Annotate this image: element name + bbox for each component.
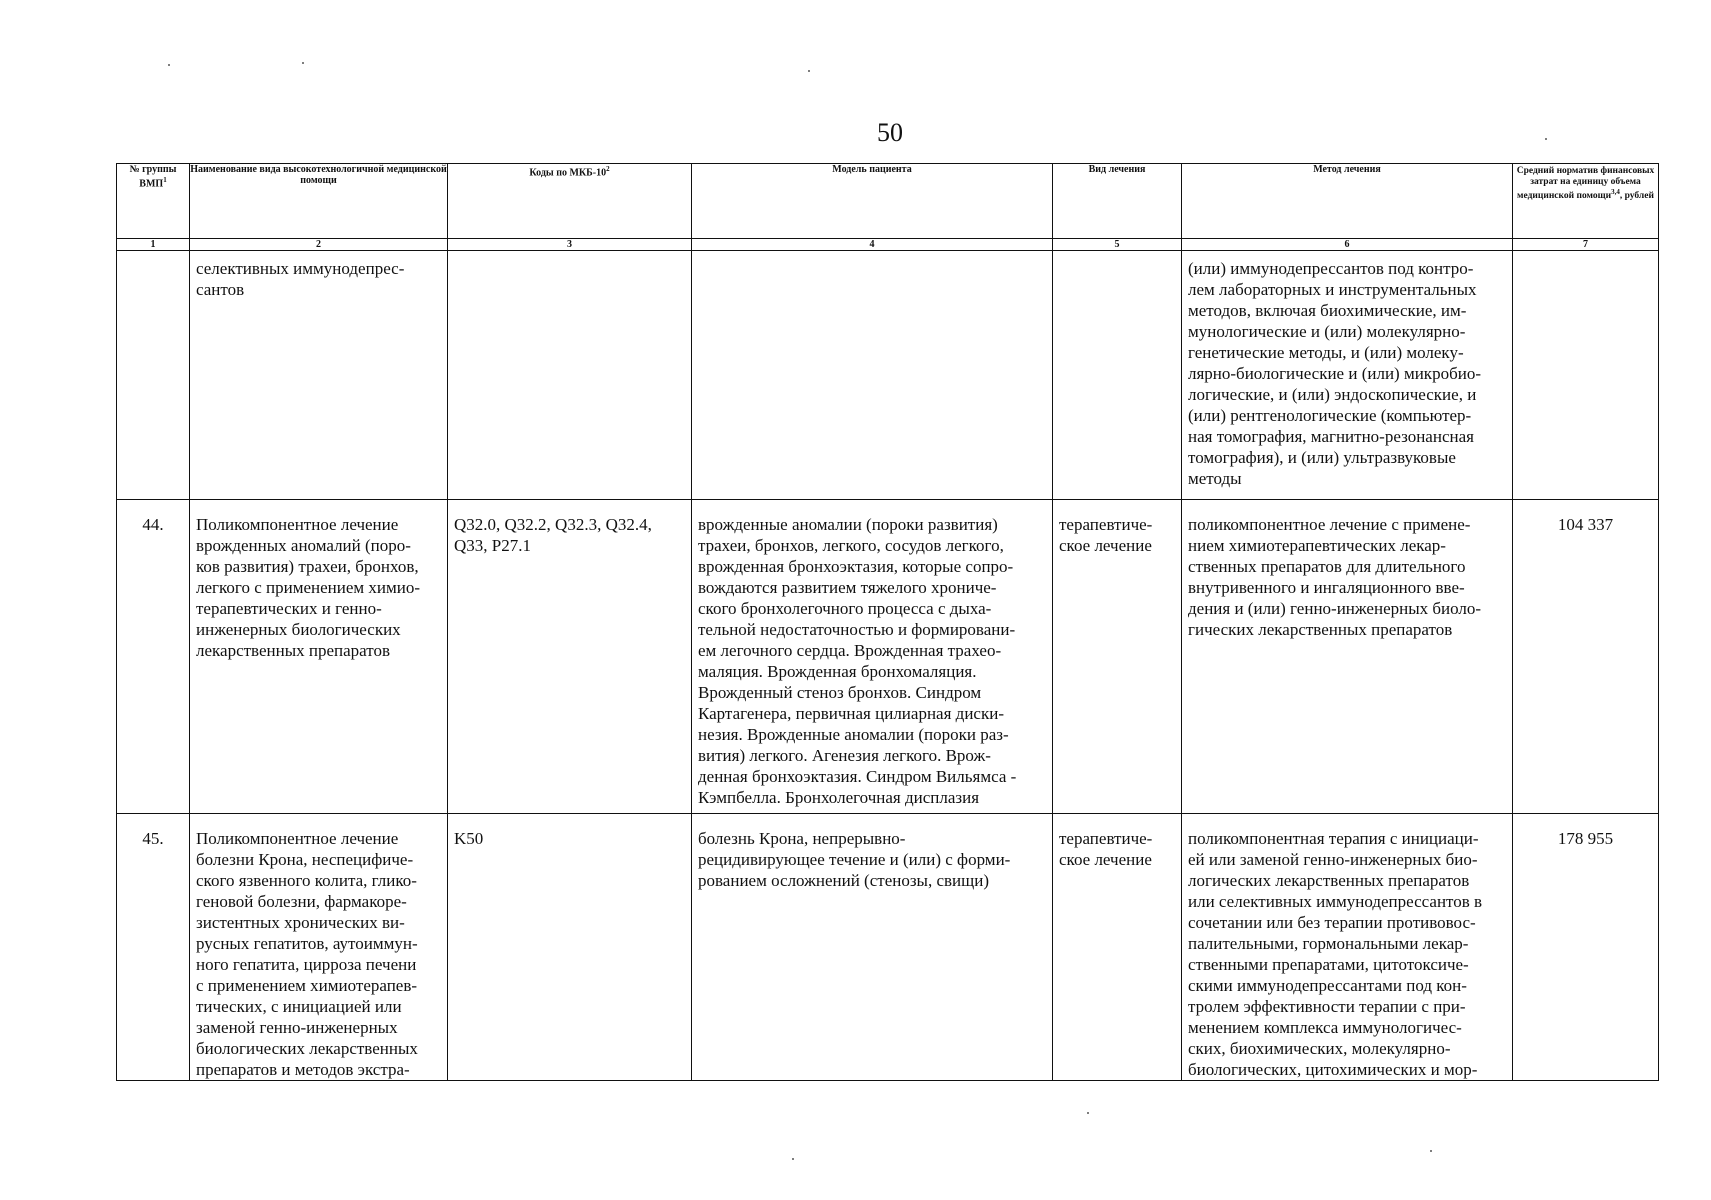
table-row bbox=[117, 251, 1659, 500]
table-row bbox=[117, 814, 1659, 1081]
cell-name: Поликомпонентное лечение болезни Крона, неспецифиче- ского язвенного колита, глико- геновой болезни, фармакоре- зистентных хронических ви- русных гепатитов, аутоиммун- ного гепатита, цирроза печени с применением химиотерапев- тических, с инициацией или заменой генно-инженерных биологических лекарственных препаратов и методов экстра- bbox=[190, 814, 448, 1081]
cell-name: Поликомпонентное лечение врожденных аномалий (поро- ков развития) трахеи, бронхов, легкого с применением химио- терапевтических и генно- инженерных биологических лекарственных препаратов bbox=[190, 500, 448, 814]
cell-cost: 104 337 bbox=[1513, 500, 1659, 814]
column-number: 3 bbox=[448, 239, 692, 251]
header-patient-model: Модель пациента bbox=[692, 164, 1053, 239]
column-number: 7 bbox=[1513, 239, 1659, 251]
cell-codes: K50 bbox=[448, 814, 692, 1081]
cell-group bbox=[117, 251, 190, 500]
cell-method: поликомпонентное лечение с примене- нием химиотерапевтических лекар- ственных препаратов для длительного внутривенного и ингаляционного вве- дения и (или) генно-инженерных биоло- гических лекарственных препаратов bbox=[1182, 500, 1513, 814]
scan-speck bbox=[302, 62, 304, 64]
cell-group: 44. bbox=[117, 500, 190, 814]
cell-method: (или) иммунодепрессантов под контро- лем лабораторных и инструментальных методов, включая биохимические, им- мунологические и (или) молекулярно- генетические методы, и (или) молеку- лярно-биологические и (или) микробио- логические, и (или) эндоскопические, и (или) рентгенологические (компьютер- ная томография, магнитно-резонансная томография), и (или) ультразвуковые методы bbox=[1182, 251, 1513, 500]
header-icd-codes: Коды по МКБ-$10^2$ bbox=[448, 164, 692, 239]
scan-speck bbox=[808, 70, 810, 72]
column-number: 5 bbox=[1053, 239, 1182, 251]
scan-speck bbox=[1430, 1150, 1432, 1152]
column-number: 2 bbox=[190, 239, 448, 251]
cell-patient-model bbox=[692, 251, 1053, 500]
scan-speck bbox=[1545, 138, 1547, 140]
table-row bbox=[117, 500, 1659, 814]
column-number: 6 bbox=[1182, 239, 1513, 251]
cell-treatment-type: терапевтиче- ское лечение bbox=[1053, 500, 1182, 814]
cell-group: 45. bbox=[117, 814, 190, 1081]
cell-name: селективных иммунодепрес- сантов bbox=[190, 251, 448, 500]
header-care-type-name: Наименование вида высокотехнологичной медицинской помощи bbox=[190, 164, 448, 239]
header-treatment-type: Вид лечения bbox=[1053, 164, 1182, 239]
cell-codes bbox=[448, 251, 692, 500]
vmp-table bbox=[116, 163, 1659, 1081]
scan-speck bbox=[792, 1158, 794, 1160]
page-number: 50 bbox=[877, 118, 903, 147]
cell-patient-model: болезнь Крона, непрерывно- рецидивирующее течение и (или) с форми- рованием осложнений (стенозы, свищи) bbox=[692, 814, 1053, 1081]
header-group-number: № группы ВМП$^1$ bbox=[117, 164, 190, 239]
column-number-row bbox=[117, 239, 1659, 251]
column-number: 4 bbox=[692, 239, 1053, 251]
cell-patient-model: врожденные аномалии (пороки развития) трахеи, бронхов, легкого, сосудов легкого, врожденная бронхоэктазия, которые сопро- вождаются развитием тяжелого хрониче- ского бронхолегочного процесса с дыха- тельной недостаточностью и формировани- ем легочного сердца. Врожденная трахео- маляция. Врожденная бронхомаляция. Врожденный стеноз бронхов. Синдром Картагенера, первичная цилиарная диски- незия. Врожденные аномалии (пороки раз- вития) легкого. Агенезия легкого. Врож- денная бронхоэктазия. Синдром Вильямса - Кэмпбелла. Бронхолегочная дисплазия bbox=[692, 500, 1053, 814]
cell-cost bbox=[1513, 251, 1659, 500]
scan-speck bbox=[1087, 1112, 1089, 1114]
cell-treatment-type bbox=[1053, 251, 1182, 500]
header-average-cost: Средний норматив финансовых затрат на единицу объема медицинской помощи$^{3,4}$, рублей bbox=[1513, 164, 1659, 239]
header-treatment-method: Метод лечения bbox=[1182, 164, 1513, 239]
column-number: 1 bbox=[117, 239, 190, 251]
cell-cost: 178 955 bbox=[1513, 814, 1659, 1081]
header-row bbox=[117, 164, 1659, 239]
cell-method: поликомпонентная терапия с инициаци- ей или заменой генно-инженерных био- логических лекарственных препаратов или селективных иммунодепрессантов в сочетании или без терапии противовос- палительными, гормональными лекар- ственными препаратами, цитотоксиче- скими иммунодепрессантами под кон- тролем эффективности терапии с при- менением комплекса иммунологичес- ских, биохимических, молекулярно- биологических, цитохимических и мор- bbox=[1182, 814, 1513, 1081]
cell-treatment-type: терапевтиче- ское лечение bbox=[1053, 814, 1182, 1081]
scan-speck bbox=[168, 64, 170, 66]
cell-codes: Q32.0, Q32.2, Q32.3, Q32.4, Q33, P27.1 bbox=[448, 500, 692, 814]
